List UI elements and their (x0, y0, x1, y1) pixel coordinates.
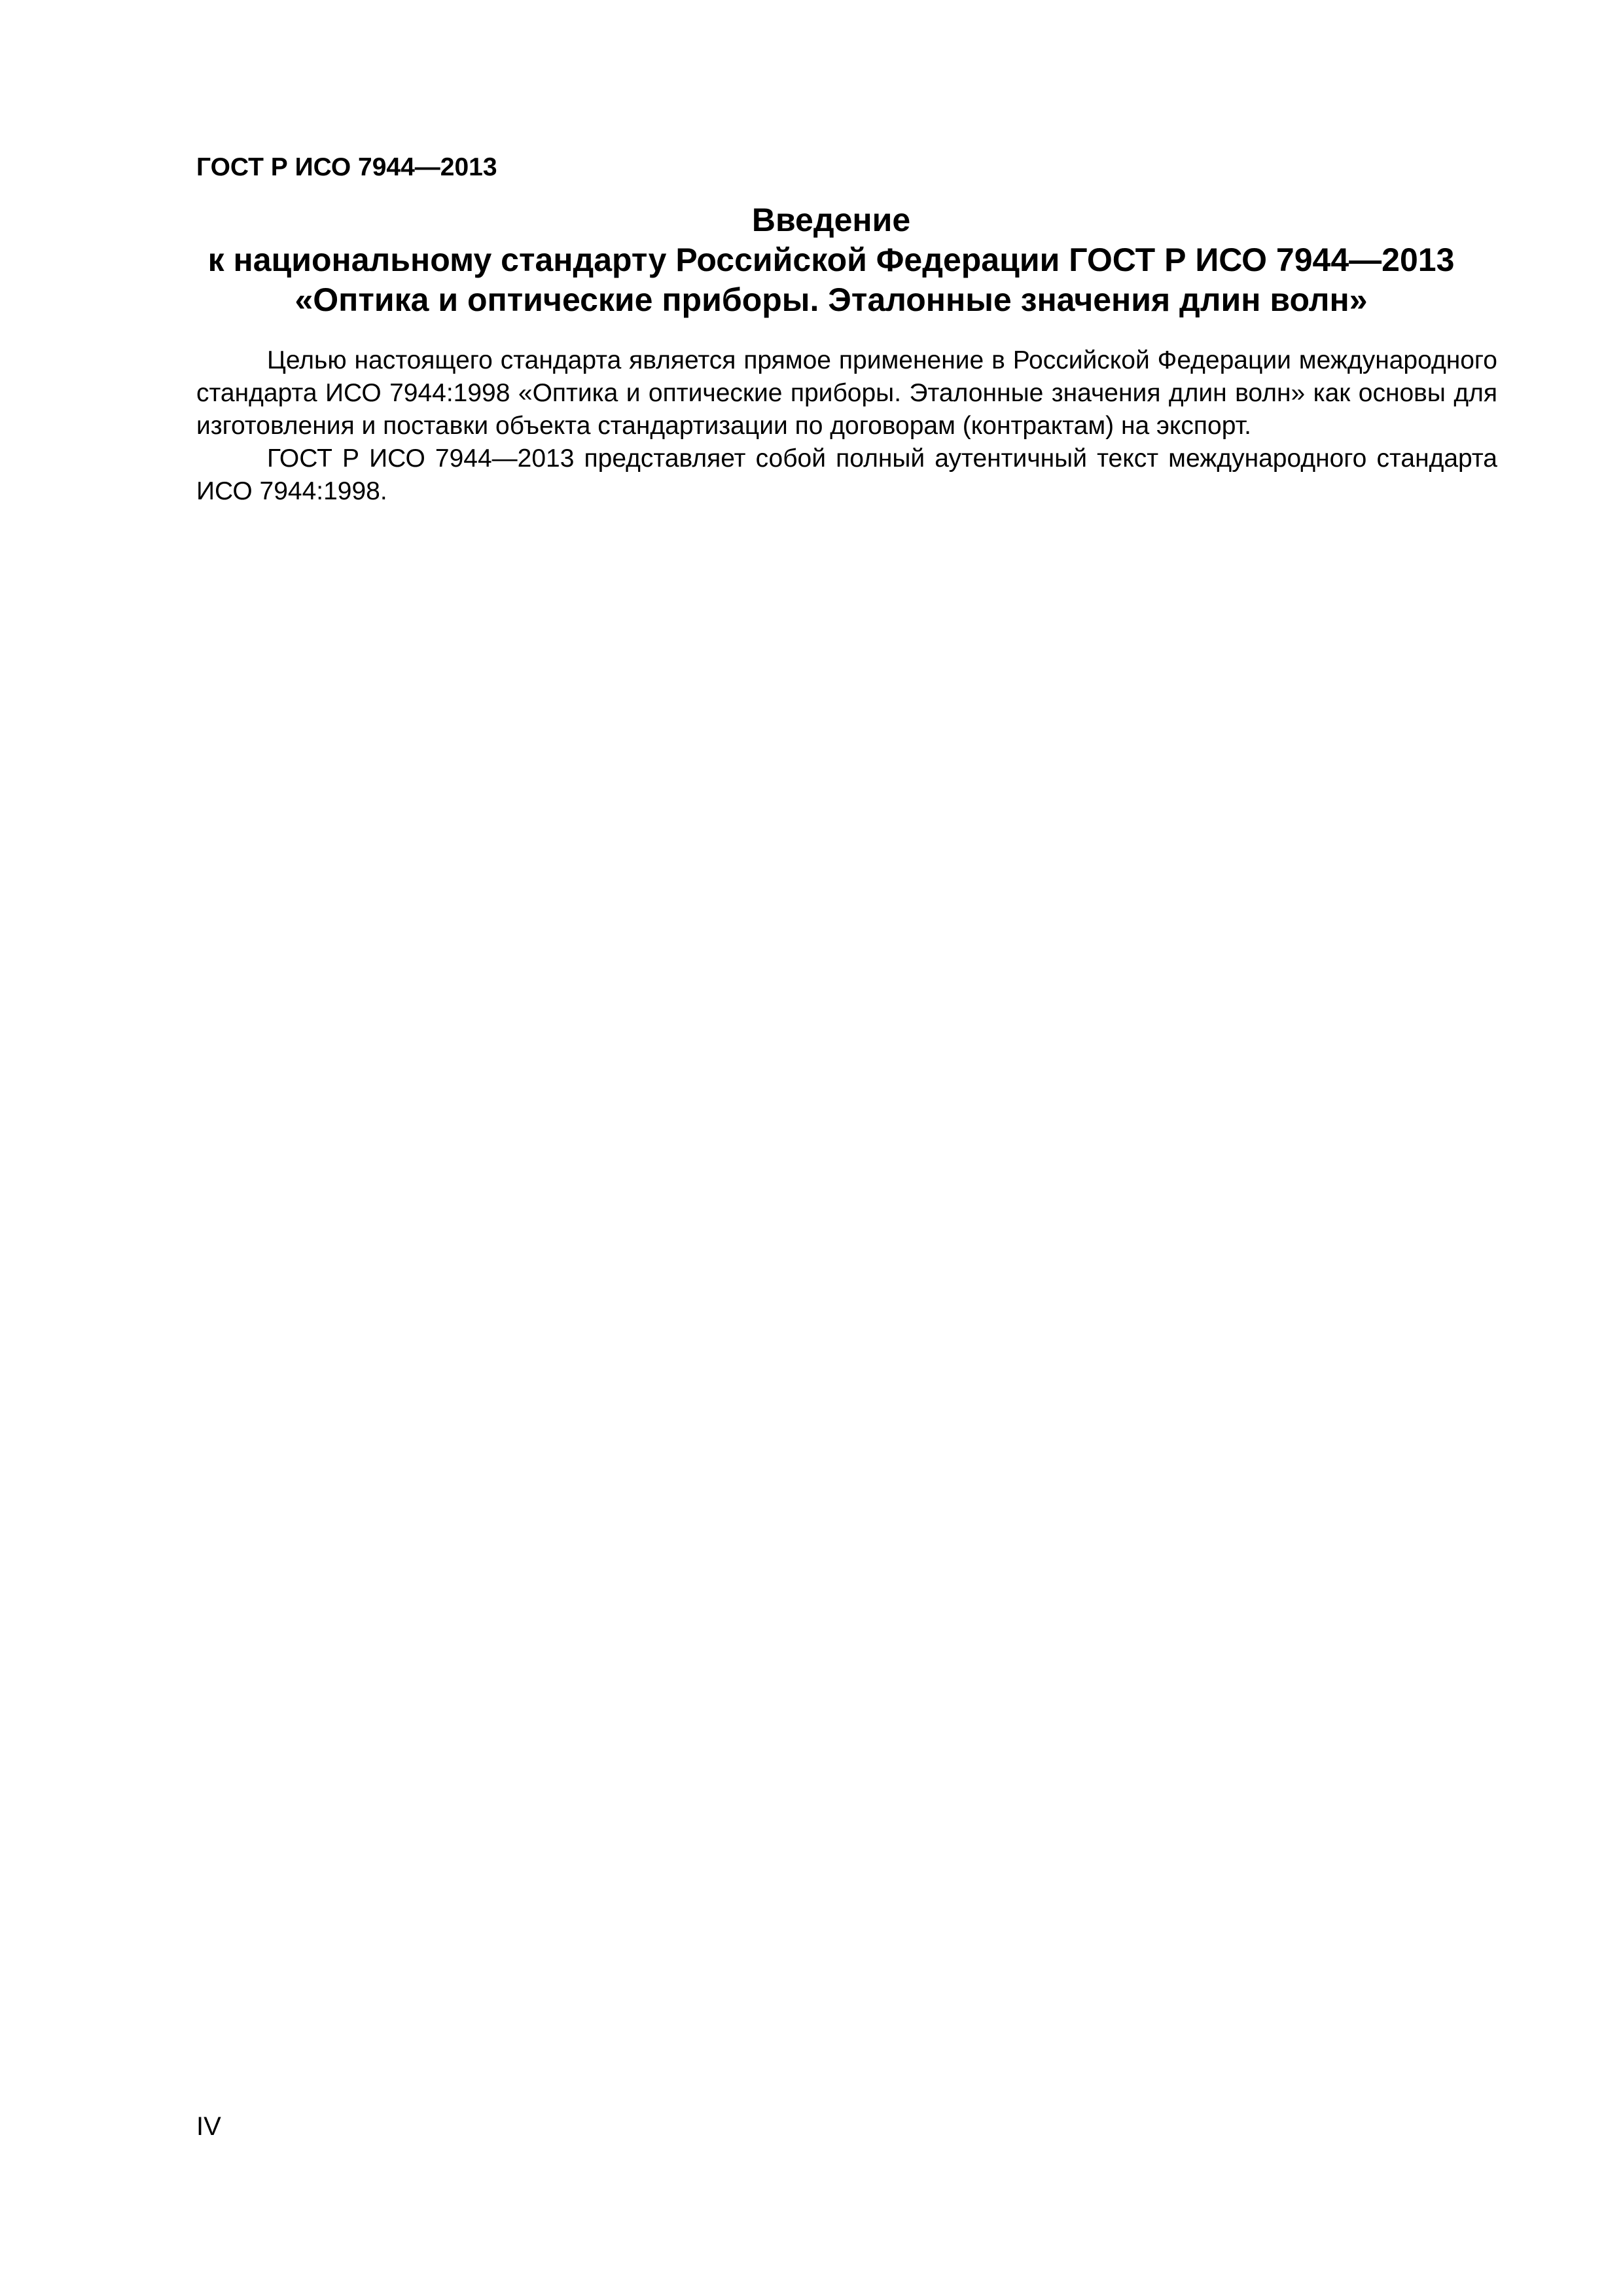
introduction-title (196, 200, 1466, 320)
title-line-name: «Оптика и оптические приборы. Эталонные значения длин волн» (294, 281, 1368, 318)
page-number: IV (196, 2112, 221, 2141)
title-line-standard: к национальному стандарту Российской Федерации ГОСТ Р ИСО 7944—2013 (207, 242, 1455, 278)
introduction-body (196, 344, 1497, 508)
body-paragraph-authenticity: ГОСТ Р ИСО 7944—2013 представляет собой полный аутентичный текст международного стандарта ИСО 7944:1998. (196, 444, 1497, 505)
title-line-introduction: Введение (751, 202, 911, 238)
document-designation: ГОСТ Р ИСО 7944—2013 (196, 153, 497, 181)
body-paragraph-purpose: Целью настоящего стандарта является прямое применение в Российской Федерации международного стандарта ИСО 7944:1998 «Оптика и оптические приборы. Эталонные значения длин волн» как основы для изготовления и поставки объекта стандартизации по договорам (контрактам) на экспорт. (196, 346, 1497, 440)
